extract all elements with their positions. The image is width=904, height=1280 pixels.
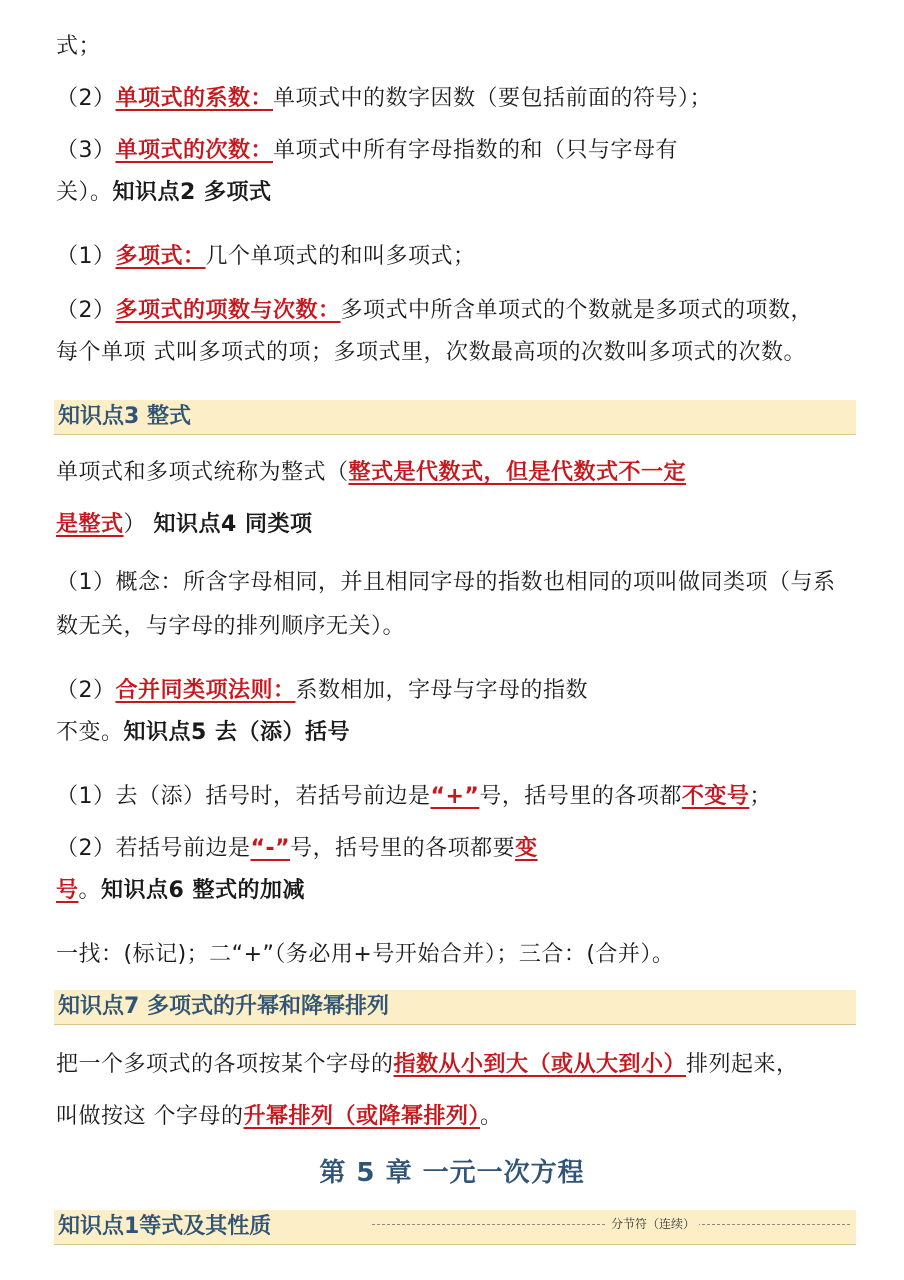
section-title: 知识点7 多项式的升幂和降幂排列 <box>58 994 389 1019</box>
section-banner <box>54 1210 856 1245</box>
text-line: 关）。知识点2 多项式 <box>56 180 272 205</box>
chapter-title: 第 5 章 一元一次方程 <box>319 1158 585 1188</box>
term-highlight: 多项式： <box>115 244 206 269</box>
section-title: 知识点3 整式 <box>58 404 191 429</box>
text-line: 一找：(标记)；二“+”（务必用+号开始合并）；三合：(合并）。 <box>56 942 675 967</box>
text-line: （1）概念：所含字母相同，并且相同字母的指数也相同的项叫做同类项（与系 <box>56 570 836 595</box>
section-banner <box>54 400 856 435</box>
text-line: 式； <box>56 34 102 59</box>
text-line: （2）单项式的系数：单项式中的数字因数（要包括前面的符号）； <box>56 86 713 111</box>
text-line: 是整式） 知识点4 同类项 <box>56 512 313 537</box>
section-banner <box>54 990 856 1025</box>
section-break-label: 分节符（连续） <box>607 1216 699 1232</box>
term-highlight: 不变号 <box>681 784 750 809</box>
section-title: 知识点1等式及其性质 <box>58 1214 272 1239</box>
inline-heading: 知识点2 多项式 <box>112 180 272 205</box>
text-line: （1）去（添）括号时，若括号前边是“+”号，括号里的各项都不变号； <box>56 784 772 809</box>
term-highlight: 是整式 <box>56 512 124 537</box>
term-highlight: 多项式的项数与次数： <box>115 298 341 323</box>
term-highlight: “-” <box>250 836 291 861</box>
text-line: （2）若括号前边是“-”号，括号里的各项都要变 <box>56 836 538 861</box>
text-line: 不变。知识点5 去（添）括号 <box>56 720 350 745</box>
text-line: （3）单项式的次数：单项式中所有字母指数的和（只与字母有 <box>56 138 679 163</box>
inline-heading: 知识点5 去（添）括号 <box>123 720 350 745</box>
text-line: 数无关，与字母的排列顺序无关）。 <box>56 614 406 639</box>
term-highlight: 指数从小到大（或从大到小） <box>393 1052 687 1077</box>
text-line: （2）多项式的项数与次数：多项式中所含单项式的个数就是多项式的项数， <box>56 298 814 323</box>
text-line: 每个单项 式叫多项式的项；多项式里，次数最高项的次数叫多项式的次数。 <box>56 340 806 365</box>
term-highlight: 变 <box>515 836 538 861</box>
text-line: 号。知识点6 整式的加减 <box>56 878 305 903</box>
term-highlight: 号 <box>56 878 79 903</box>
text-line: （2）合并同类项法则：系数相加，字母与字母的指数 <box>56 678 589 703</box>
term-highlight: “+” <box>430 784 480 809</box>
term-highlight: 单项式的次数： <box>115 138 274 163</box>
inline-heading: 知识点6 整式的加减 <box>101 878 305 903</box>
term-highlight: 合并同类项法则： <box>115 678 296 703</box>
term-highlight: 单项式的系数： <box>115 86 274 111</box>
term-highlight: 整式是代数式，但是代数式不一定 <box>348 460 687 485</box>
text-line: （1）多项式：几个单项式的和叫多项式； <box>56 244 476 269</box>
inline-heading: 知识点4 同类项 <box>153 512 313 537</box>
text-line: 单项式和多项式统称为整式（整式是代数式，但是代数式不一定 <box>56 460 687 485</box>
section-break-line <box>372 1217 850 1237</box>
text-line: 把一个多项式的各项按某个字母的指数从小到大（或从大到小）排列起来， <box>56 1052 799 1077</box>
text-line: 叫做按这 个字母的升幂排列（或降幂排列）。 <box>56 1104 503 1129</box>
term-highlight: 升幂排列（或降幂排列） <box>243 1104 481 1129</box>
